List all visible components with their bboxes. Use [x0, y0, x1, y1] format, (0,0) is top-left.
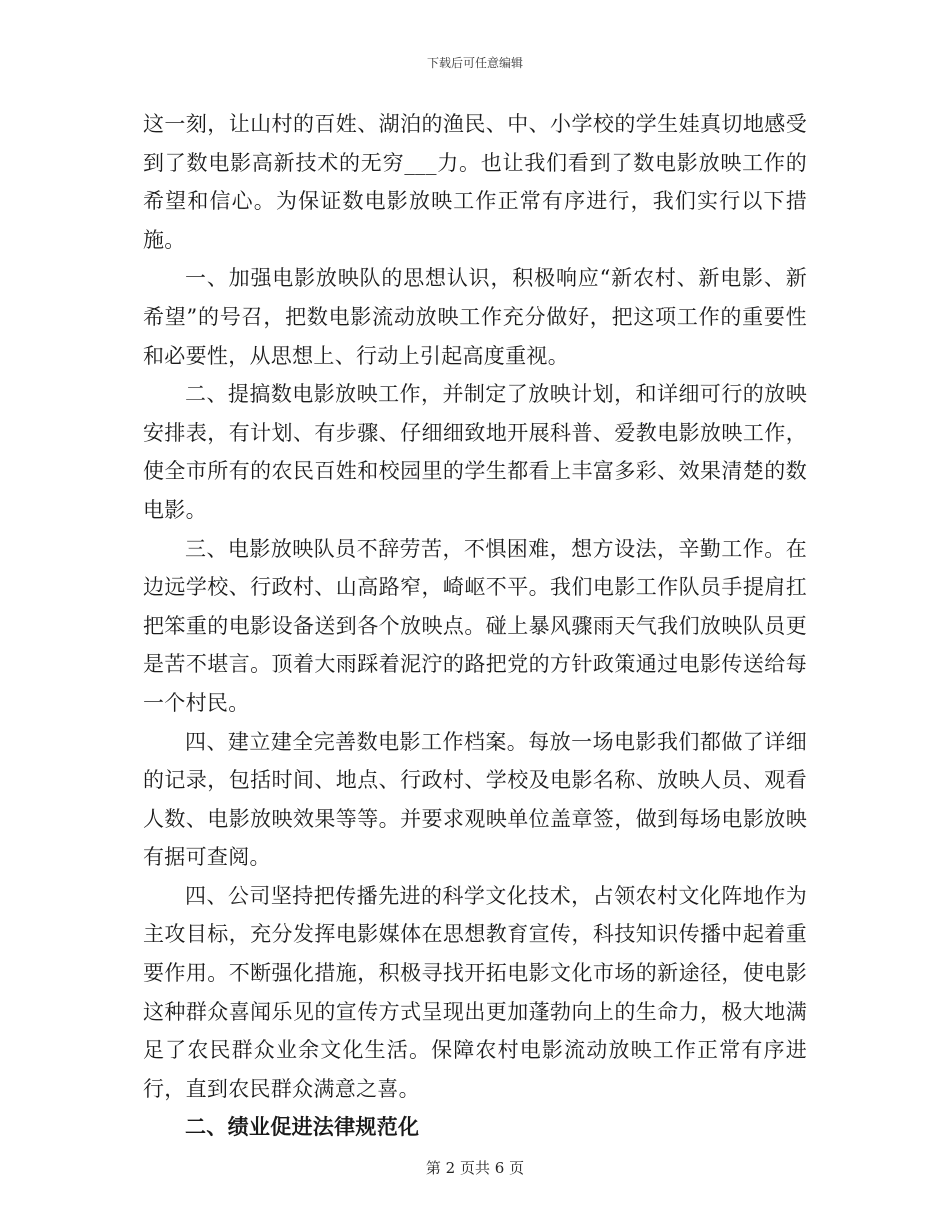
document-body [143, 105, 807, 1147]
paragraph-measure-3: 三、电影放映队员不辞劳苦，不惧困难，想方设法，辛勤工作。在边远学校、行政村、山高路窄，崎岖不平。我们电影工作队员手提肩扛把笨重的电影设备送到各个放映点。碰上暴风骤雨天气我们放映队员更是苦不堪言。顶着大雨踩着泥泞的路把党的方针政策通过电影传送给每一个村民。 [143, 536, 807, 715]
page-header: 下载后可任意编辑 [426, 56, 523, 70]
paragraph-measure-2: 二、提搞数电影放映工作，并制定了放映计划，和详细可行的放映安排表，有计划、有步骤、仔细细致地开展科普、爱教电影放映工作，使全市所有的农民百姓和校园里的学生都看上丰富多彩、效果清楚的数电影。 [143, 382, 807, 522]
section-heading: 二、绩业促进法律规范化 [185, 1114, 420, 1140]
paragraph-measure-1: 一、加强电影放映队的思想认识，积极响应“新农村、新电影、新希望”的号召，把数电影流动放映工作充分做好，把这项工作的重要性和必要性，从思想上、行动上引起高度重视。 [143, 266, 807, 368]
paragraph-measure-5: 四、公司坚持把传播先进的科学文化技术，占领农村文化阵地作为主攻目标，充分发挥电影媒体在思想教育宣传，科技知识传播中起着重要作用。不断强化措施，积极寻找开拓电影文化市场的新途径，使电影这种群众喜闻乐见的宣传方式呈现出更加蓬勃向上的生命力，极大地满足了农民群众业余文化生活。保障农村电影流动放映工作正常有序进行，直到农民群众满意之喜。 [143, 883, 807, 1101]
paragraph-measure-4: 四、建立建全完善数电影工作档案。每放一场电影我们都做了详细的记录，包括时间、地点、行政村、学校及电影名称、放映人员、观看人数、电影放映效果等等。并要求观映单位盖章签，做到每场电影放映有据可查阅。 [143, 729, 807, 870]
paragraph-intro: 这一刻，让山村的百姓、湖泊的渔民、中、小学校的学生娃真切地感受到了数电影高新技术的无穷___力。也让我们看到了数电影放映工作的希望和信心。为保证数电影放映工作正常有序进行，我们实行以下措施。 [143, 112, 807, 252]
page-number: 第 2 页共 6 页 [425, 1159, 525, 1177]
